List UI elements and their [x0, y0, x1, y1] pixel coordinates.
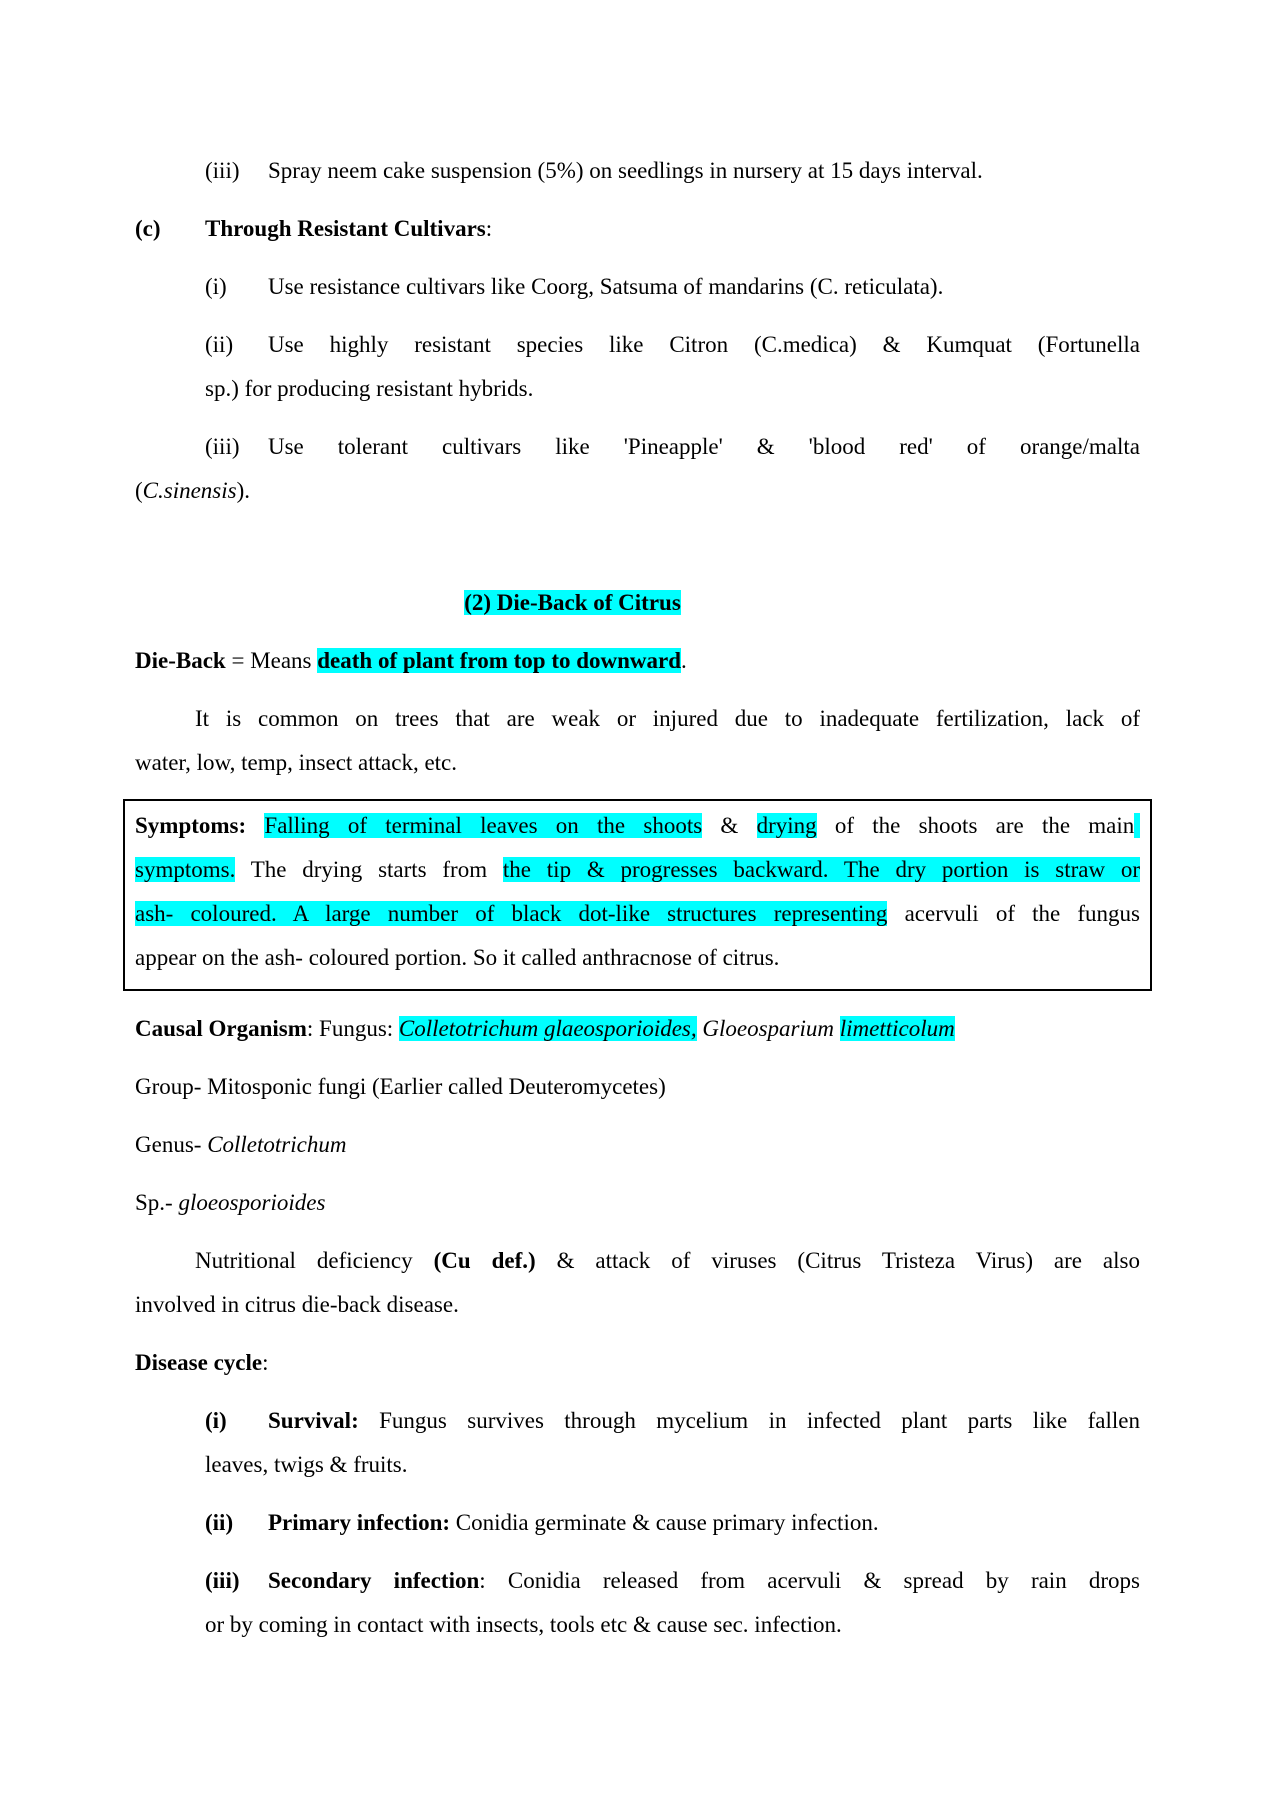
highlighted-text — [1134, 813, 1140, 838]
text-line — [135, 581, 1010, 625]
text-segment: Nutritional deficiency — [195, 1248, 434, 1273]
text-line — [135, 804, 1140, 848]
text-line — [135, 367, 1140, 411]
text-segment: involved in citrus die-back disease. — [135, 1292, 459, 1317]
text-segment: Disease cycle — [135, 1350, 263, 1375]
text-segment: : — [485, 216, 493, 241]
text-segment: : Fungus: — [306, 1016, 399, 1041]
text-segment: sp.) for producing resistant hybrids. — [205, 376, 534, 401]
section-title-die-back — [135, 581, 1140, 625]
text-segment: & — [702, 813, 757, 838]
text-segment: water, low, temp, insect attack, etc. — [135, 750, 458, 775]
text-segment: : — [262, 1350, 269, 1375]
symptoms-box — [123, 799, 1152, 991]
text-segment: leaves, twigs & fruits. — [205, 1452, 408, 1477]
list-number: (iii) — [205, 158, 240, 183]
text-segment: (Cu def.) — [433, 1248, 536, 1273]
text-line — [135, 848, 1140, 892]
item-tolerant-pineapple — [135, 425, 1140, 513]
list-number: (i) — [205, 274, 227, 299]
list-number: (i) — [205, 1408, 227, 1433]
list-number: (c) — [135, 216, 161, 241]
text-line — [135, 1123, 1140, 1167]
text-segment: Conidia germinate & cause primary infection. — [455, 1510, 879, 1535]
text-segment: Die-Back — [135, 648, 226, 673]
text-line — [135, 639, 1140, 683]
text-segment: C.sinensis — [142, 478, 237, 503]
text-segment: Use resistance cultivars like Coorg, Satsuma of mandarins (C. reticulata). — [268, 274, 944, 299]
text-line — [135, 1239, 1140, 1283]
text-segment: Through Resistant Cultivars — [205, 216, 486, 241]
text-line — [135, 1341, 1140, 1385]
highlighted-text: drying — [756, 813, 817, 838]
text-line — [135, 936, 1140, 980]
para-group — [135, 1065, 1140, 1109]
text-line — [135, 1443, 1140, 1487]
item-neem-spray — [135, 149, 1140, 193]
item-primary-infection — [135, 1501, 1140, 1545]
text-line — [135, 1065, 1140, 1109]
text-line — [135, 1181, 1140, 1225]
highlighted-text: limetticolum — [839, 1016, 955, 1041]
text-segment: Sp.- — [135, 1190, 179, 1215]
para-nutritional-deficiency — [135, 1239, 1140, 1327]
text-line — [135, 697, 1140, 741]
list-number: (iii) — [205, 1568, 240, 1593]
highlighted-text: ash- coloured. A large number of black dot-like structures representing — [135, 901, 888, 926]
text-segment: Survival: — [268, 1408, 380, 1433]
text-line — [135, 741, 1140, 785]
spacer-before-title — [135, 527, 1140, 581]
list-number: (ii) — [205, 1510, 234, 1535]
text-segment: Group- Mitosponic fungi (Earlier called Deuteromycetes) — [135, 1074, 666, 1099]
text-segment: The drying starts from — [235, 857, 503, 882]
heading-resistant-cultivars — [135, 207, 1140, 251]
text-segment: & attack of viruses (Citrus Tristeza Virus) are also — [535, 1248, 1140, 1273]
text-segment: ( — [135, 478, 143, 503]
text-line — [135, 323, 1140, 367]
text-segment: Use highly resistant species like Citron (C.medica) & Kumquat (Fortunella — [268, 332, 1140, 357]
text-line — [135, 1399, 1140, 1443]
text-segment: Fungus survives through mycelium in infected plant parts like fallen — [379, 1408, 1140, 1433]
text-line — [135, 1559, 1140, 1603]
highlighted-text: Falling of terminal leaves on the shoots — [264, 813, 703, 838]
item-resistance-coorg — [135, 265, 1140, 309]
text-segment: Gloeosparium — [702, 1016, 840, 1041]
text-segment: of the shoots are the main — [816, 813, 1135, 838]
text-line — [135, 265, 1140, 309]
text-line — [135, 892, 1140, 936]
text-segment: Use tolerant cultivars like 'Pineapple' & 'blood red' of orange/malta — [268, 434, 1140, 459]
text-segment — [246, 813, 264, 838]
item-survival — [135, 1399, 1140, 1487]
text-segment: gloeosporioides — [178, 1190, 326, 1215]
highlighted-text: Colletotrichum glaeosporioides, — [398, 1016, 697, 1041]
text-segment: = Means — [225, 648, 318, 673]
highlighted-text: (2) Die-Back of Citrus — [464, 590, 681, 615]
text-segment: . — [681, 648, 687, 673]
item-secondary-infection — [135, 1559, 1140, 1647]
text-segment: Primary infection: — [268, 1510, 456, 1535]
text-segment: or by coming in contact with insects, tools etc & cause sec. infection. — [205, 1612, 842, 1637]
text-line — [135, 469, 1140, 513]
text-segment: Colletotrichum — [207, 1132, 347, 1157]
item-citron-kumquat — [135, 323, 1140, 411]
text-line — [135, 1283, 1140, 1327]
para-die-back-context — [135, 697, 1140, 785]
heading-disease-cycle — [135, 1341, 1140, 1385]
para-causal-organism — [135, 1007, 1140, 1051]
para-die-back-definition — [135, 639, 1140, 683]
text-segment: appear on the ash- coloured portion. So it called anthracnose of citrus. — [135, 945, 780, 970]
highlighted-text: the tip & progresses backward. The dry portion is straw or — [502, 857, 1140, 882]
para-species — [135, 1181, 1140, 1225]
highlighted-text: symptoms. — [135, 857, 236, 882]
text-line — [135, 207, 1140, 251]
list-number: (ii) — [205, 332, 234, 357]
text-line — [135, 425, 1140, 469]
para-genus — [135, 1123, 1140, 1167]
text-segment: Causal Organism — [135, 1016, 307, 1041]
highlighted-text: death of plant from top to downward — [317, 648, 682, 673]
text-line — [135, 1007, 1140, 1051]
text-segment: : Conidia released from acervuli & spread by rain drops — [479, 1568, 1140, 1593]
text-line — [135, 149, 1140, 193]
text-segment: acervuli of the fungus — [887, 901, 1140, 926]
list-number: (iii) — [205, 434, 240, 459]
text-segment: Symptoms: — [135, 813, 247, 838]
text-segment: ). — [236, 478, 251, 503]
text-line — [135, 1603, 1140, 1647]
text-segment: Secondary infection — [268, 1568, 480, 1593]
text-segment: It is common on trees that are weak or injured due to inadequate fertilization, lack of — [195, 706, 1140, 731]
text-line — [135, 1501, 1140, 1545]
text-segment: Genus- — [135, 1132, 208, 1157]
text-segment: Spray neem cake suspension (5%) on seedlings in nursery at 15 days interval. — [268, 158, 983, 183]
